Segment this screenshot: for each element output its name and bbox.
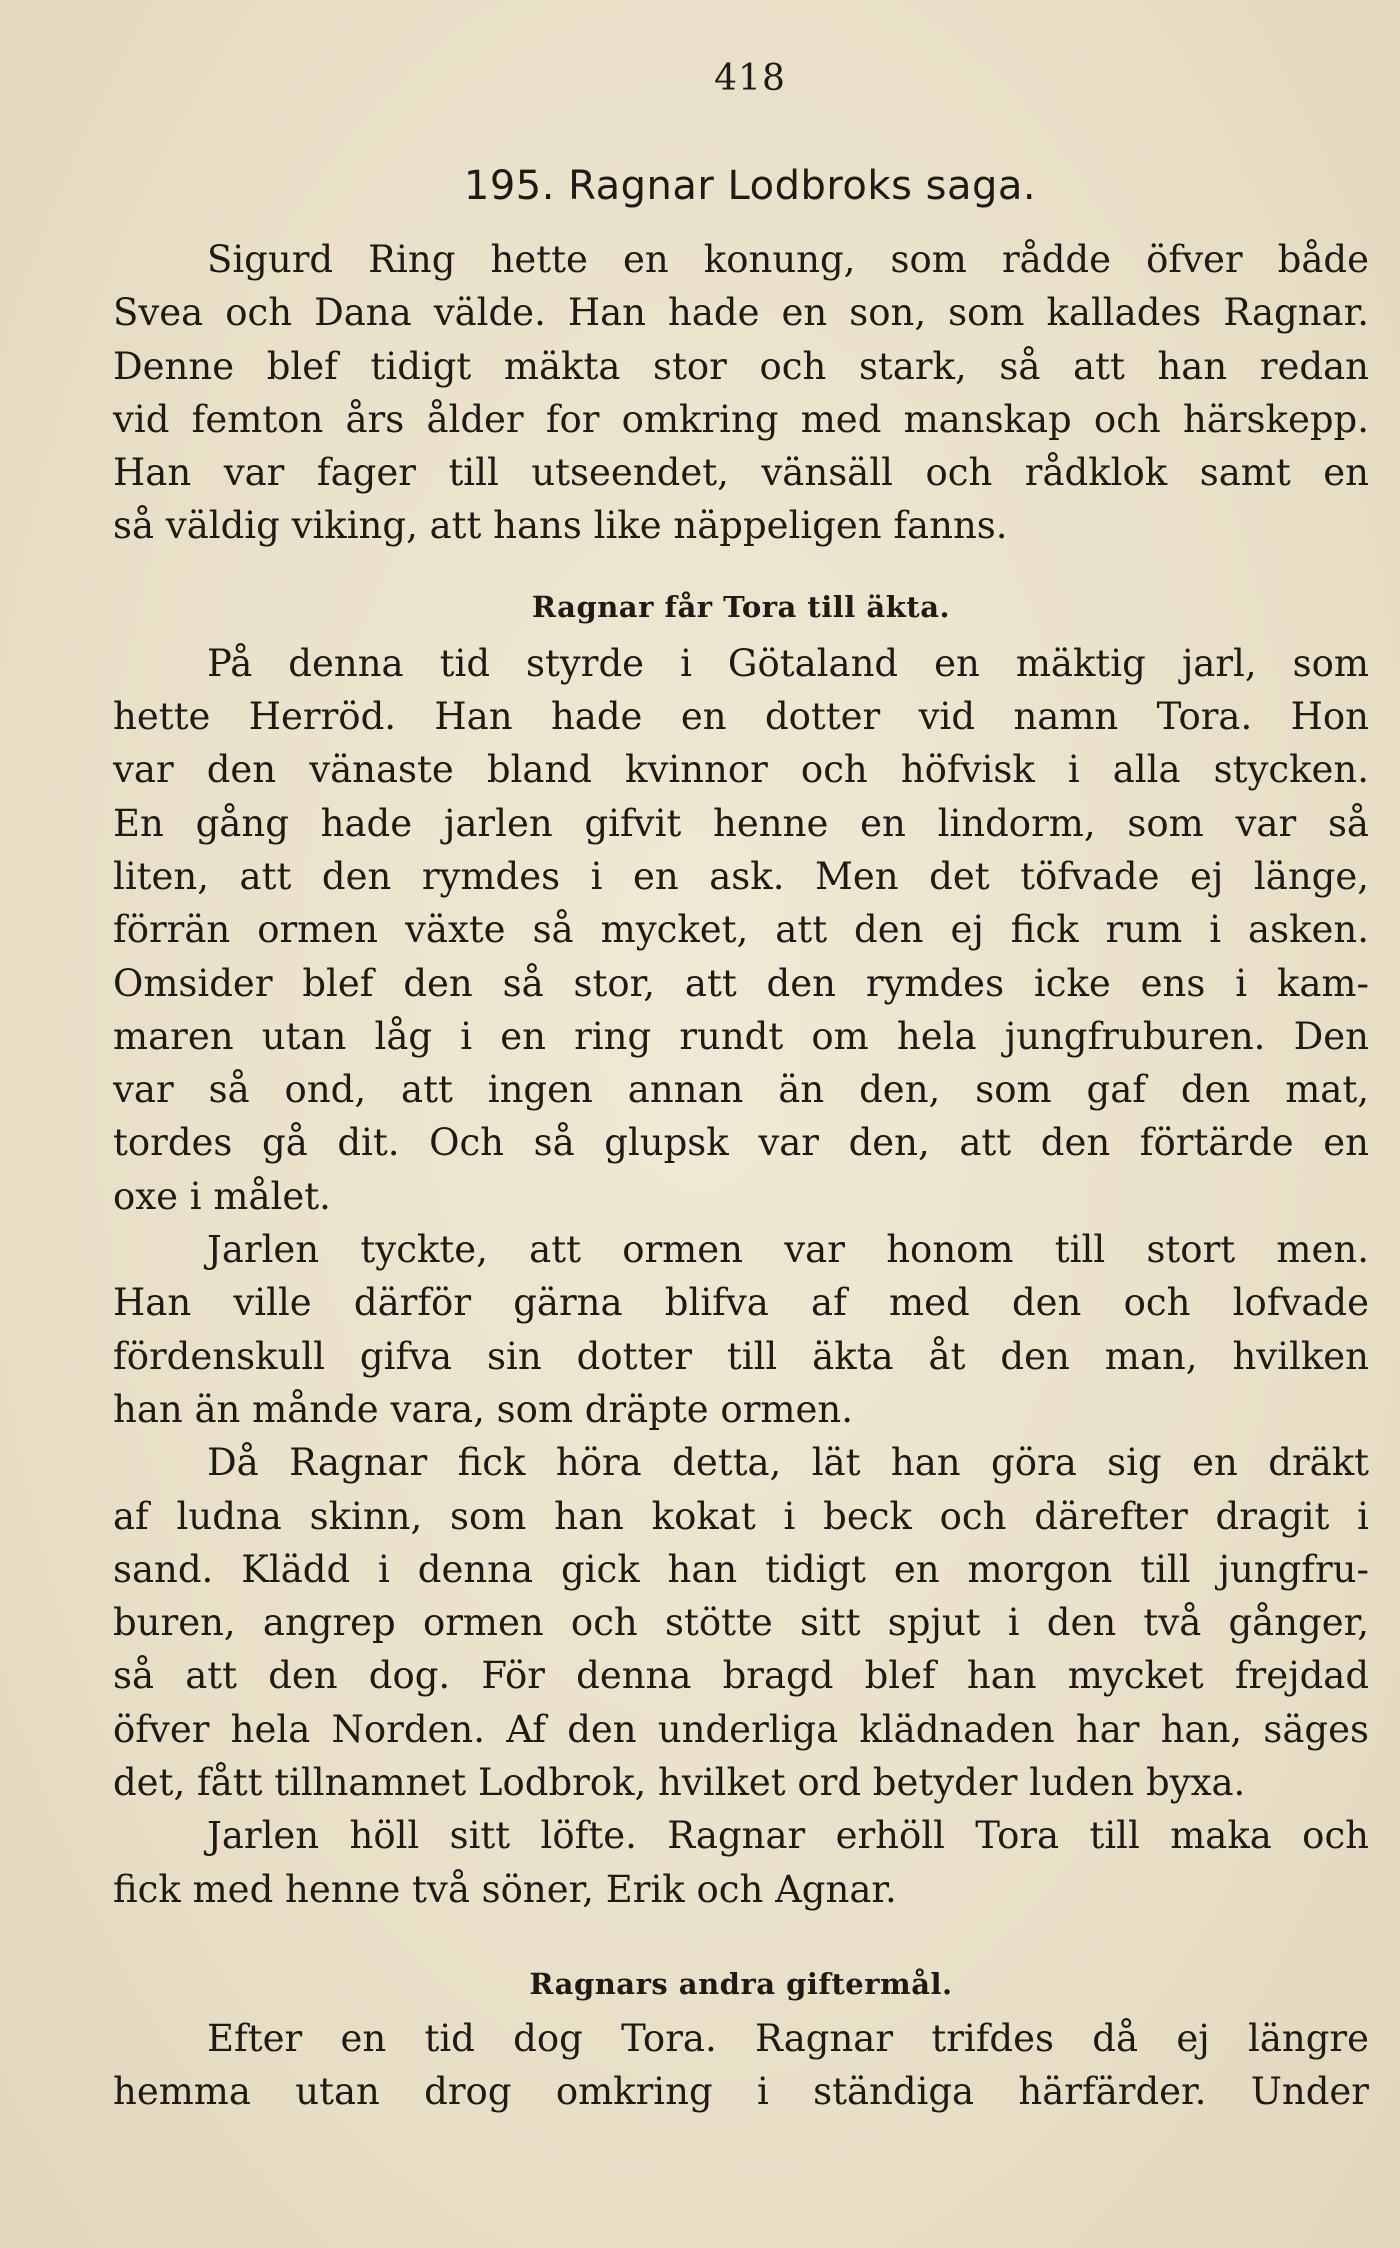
text-line: liten, att den rymdes i en ask. Men det töfvade ej länge, bbox=[113, 854, 1369, 898]
text-line: En gång hade jarlen gifvit henne en lindorm, som var så bbox=[113, 801, 1369, 845]
text-line: Efter en tid dog Tora. Ragnar trifdes då ej längre bbox=[207, 2016, 1369, 2060]
text-line: det, fått tillnamnet Lodbrok, hvilket ord betyder luden byxa. bbox=[113, 1761, 1246, 1805]
text-line: fick med henne två söner, Erik och Agnar. bbox=[113, 1867, 897, 1911]
text-line: Svea och Dana välde. Han hade en son, som kallades Ragnar. bbox=[113, 291, 1369, 335]
text-line: så väldig viking, att hans like näppeligen fanns. bbox=[113, 504, 1008, 548]
text-line: öfver hela Norden. Af den underliga klädnaden har han, säges bbox=[113, 1707, 1369, 1751]
text-line: Han var fager till utseendet, vänsäll och rådklok samt en bbox=[113, 451, 1369, 495]
text-line: vid femton års ålder for omkring med manskap och härskepp. bbox=[113, 397, 1369, 441]
spacer bbox=[113, 553, 1369, 577]
text-line: buren, angrep ormen och stötte sitt spjut i den två gånger, bbox=[113, 1601, 1369, 1645]
text-line: var den vänaste bland kvinnor och höfvisk i alla stycken. bbox=[113, 748, 1369, 792]
text-line: fördenskull gifva sin dotter till äkta åt den man, hvilken bbox=[113, 1334, 1369, 1378]
text-line: förrän ormen växte så mycket, att den ej fick rum i asken. bbox=[113, 908, 1369, 952]
text-line: Sigurd Ring hette en konung, som rådde öfver både bbox=[207, 238, 1369, 281]
text-line: Jarlen tyckte, att ormen var honom till stort men. bbox=[207, 1228, 1369, 1272]
text-line: På denna tid styrde i Götaland en mäktig jarl, som bbox=[207, 641, 1369, 685]
text-line: hette Herröd. Han hade en dotter vid namn Tora. Hon bbox=[113, 695, 1369, 739]
text-line: så att den dog. För denna bragd blef han mycket frejdad bbox=[113, 1654, 1369, 1698]
text-line: Omsider blef den så stor, att den rymdes icke ens i kam- bbox=[113, 961, 1369, 1005]
page-number: 418 bbox=[714, 58, 786, 99]
text-line: var så ond, att ingen annan än den, som gaf den mat, bbox=[113, 1068, 1369, 1112]
text-line: han än månde vara, som dräpte ormen. bbox=[113, 1387, 853, 1431]
text-line: af ludna skinn, som han kokat i beck och därefter dragit i bbox=[113, 1494, 1369, 1538]
text-line: oxe i målet. bbox=[113, 1174, 331, 1218]
section-heading-tora: Ragnar får Tora till äkta. bbox=[531, 589, 951, 624]
text-line: Han ville därför gärna blifva af med den och lofvade bbox=[113, 1281, 1369, 1325]
text-line: Denne blef tidigt mäkta stor och stark, så att han redan bbox=[113, 344, 1369, 388]
page-body bbox=[113, 233, 1369, 2119]
text-line: Jarlen höll sitt löfte. Ragnar erhöll Tora till maka och bbox=[207, 1814, 1369, 1858]
text-line: tordes gå dit. Och så glupsk var den, att den förtärde en bbox=[113, 1121, 1369, 1165]
chapter-title: 195. Ragnar Lodbroks saga. bbox=[463, 163, 1037, 209]
section-heading-marriage: Ragnars andra giftermål. bbox=[529, 1966, 953, 2001]
spacer bbox=[113, 1916, 1369, 1956]
text-line: sand. Klädd i denna gick han tidigt en morgon till jungfru- bbox=[113, 1547, 1369, 1591]
text-line: Då Ragnar fick höra detta, lät han göra sig en dräkt bbox=[207, 1441, 1369, 1485]
text-line: hemma utan drog omkring i ständiga härfärder. Under bbox=[113, 2070, 1369, 2114]
text-line: maren utan låg i en ring rundt om hela jungfruburen. Den bbox=[113, 1014, 1369, 1058]
